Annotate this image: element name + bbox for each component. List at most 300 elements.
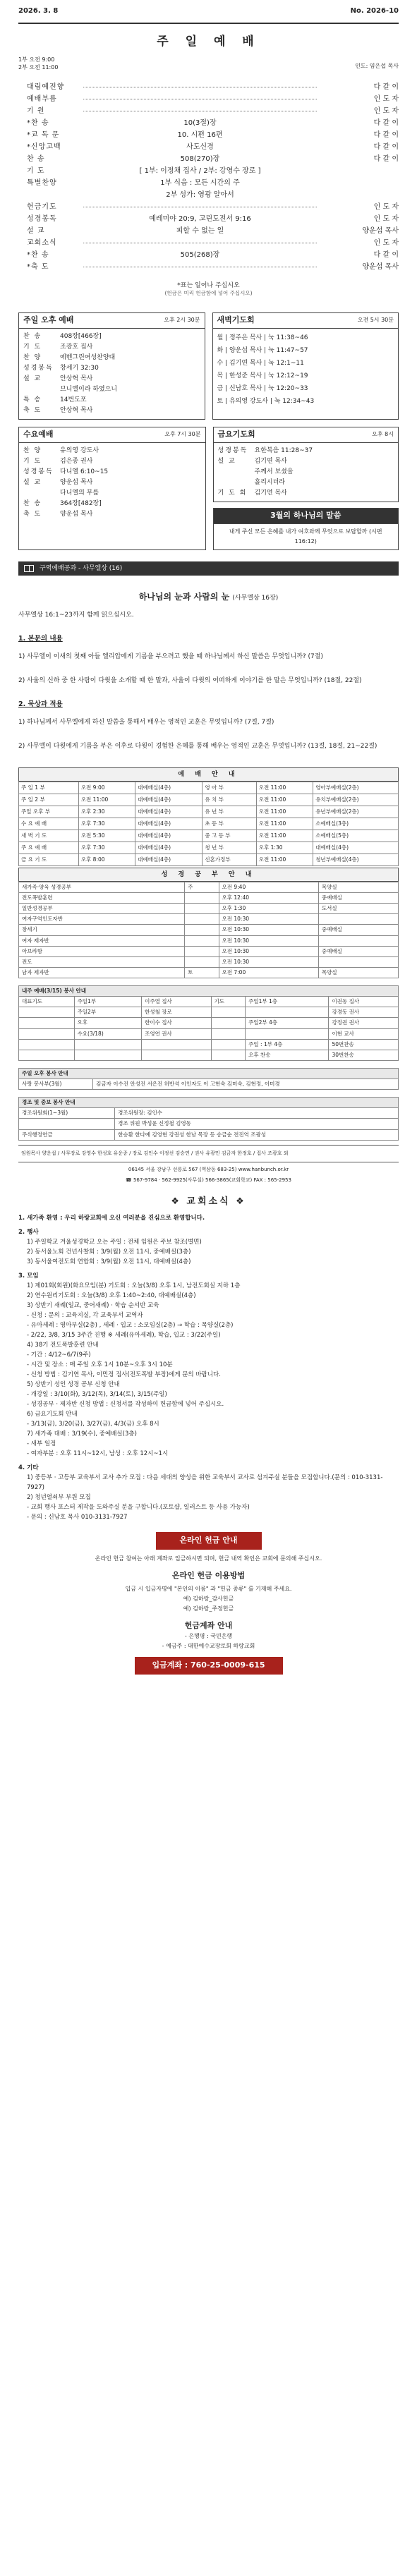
- table-cell: 주일 오후 부: [19, 806, 79, 818]
- table-cell: 영 아 부: [203, 782, 256, 794]
- table-row: [19, 904, 399, 914]
- table-cell: 오전 10:30: [219, 935, 318, 946]
- table-cell: 김금자 이수진 안성진 서은진 허반석 이인자도 이 고현숙 김미숙, 김현정, 이미경: [93, 1079, 399, 1090]
- presider: 인도: 임은섭 목사: [355, 62, 399, 69]
- order-item: *찬 송: [27, 119, 49, 127]
- table-cell: 대예배실(4층): [135, 818, 203, 830]
- news-heading: 4. 기타: [18, 1464, 39, 1472]
- bible-study-caption: 성 경 공 부 안 내: [18, 868, 399, 882]
- evening-row-label: 찬 양: [23, 354, 42, 362]
- friday-row: [218, 446, 394, 456]
- table-row: [19, 914, 399, 925]
- table-cell: 오전 11:00: [256, 830, 313, 842]
- table-cell: 이권동 집사: [329, 997, 399, 1007]
- table-cell: 초 등 부: [203, 818, 256, 830]
- devotion-question-4: 2) 사무엘이 다윗에게 기름을 부은 이후로 다윗이 경험한 은혜를 통해 배우는 영적인 교훈은 무엇입니까? (13절, 18절, 21~22절): [18, 742, 377, 750]
- table-cell: 유년부예배실(2층): [313, 806, 399, 818]
- table-cell: 영아부예배실(2층): [313, 782, 399, 794]
- order-item: 대림예전향: [27, 83, 65, 91]
- table-cell: [142, 1050, 211, 1060]
- news-item: 7) 새가족 대배 : 3/19(수), 중예배실(3층): [27, 1430, 137, 1438]
- table-cell: 오전 10:30: [219, 956, 318, 967]
- wednesday-row-label: 설 교: [23, 478, 42, 486]
- table-cell: 경조위원장: 김인수: [115, 1108, 399, 1119]
- devotion-heading-1: 1. 본문의 내용: [18, 635, 63, 643]
- wednesday-row: [23, 456, 201, 467]
- standing-note: *표는 일어나 주십시오 (헌금은 미리 헌금함에 넣어 주십시오): [164, 281, 253, 297]
- order-item: *교 독 문: [27, 130, 60, 139]
- wednesday-row-label: 찬 송: [23, 499, 42, 507]
- news-item: - 신청 : 문의 : 교육지실, 각 교육부서 교역자: [27, 1312, 143, 1320]
- table-row: [19, 1050, 399, 1060]
- order-row: [27, 153, 399, 165]
- table-cell: 목양실: [318, 967, 398, 978]
- evening-row-value: 창세기 32:30: [60, 365, 99, 372]
- friday-row-value: 김기연 목사: [254, 489, 287, 497]
- evening-row-label: 성경봉독: [23, 365, 54, 372]
- evening-row: [23, 406, 200, 416]
- wednesday-service-rows: [19, 443, 205, 523]
- table-row: [19, 1108, 399, 1119]
- table-row: [19, 1079, 399, 1090]
- order-leader: 다 같 이: [373, 130, 399, 139]
- account-number: 입금계좌 : 760-25-0009-615: [135, 1657, 283, 1675]
- table-cell: [246, 1028, 329, 1039]
- friday-row-label: 설 교: [217, 457, 236, 465]
- wednesday-row-label: [23, 488, 60, 499]
- order-detail: 508(270)장: [180, 154, 220, 163]
- table-cell: 대예배실(4층): [313, 842, 399, 853]
- news-heading: 3. 모임: [18, 1272, 39, 1280]
- table-cell: 유 년 부: [203, 806, 256, 818]
- table-cell: 오후 7:30: [78, 818, 135, 830]
- evening-row-value: 14번도포: [60, 396, 87, 404]
- table-cell: [318, 914, 398, 925]
- order-item: 교회소식: [27, 238, 57, 247]
- table-cell: 토: [185, 967, 219, 978]
- table-cell: 이현 교사: [329, 1028, 399, 1039]
- order-detail: 10. 시편 16편: [177, 130, 223, 139]
- table-row: [19, 1039, 399, 1050]
- evening-row-value: 조광호 집사: [60, 344, 93, 351]
- table-cell: [142, 1039, 211, 1050]
- table-row: [19, 967, 399, 978]
- table-cell: 기도: [211, 997, 246, 1007]
- friday-row-value: 흘리시더라: [254, 478, 285, 486]
- order-row: [27, 261, 399, 273]
- dawn-prayer-row: 금 | 신남호 목사 | 눅 12:20~33: [217, 385, 308, 393]
- table-cell: [211, 1050, 246, 1060]
- table-cell: 목양실: [318, 882, 398, 892]
- order-row: [27, 225, 399, 237]
- account-holder: - 예금주 : 대한예수교장로회 하랑교회: [162, 1642, 255, 1649]
- evening-row-label: 찬 송: [23, 333, 42, 341]
- table-cell: 오후 1:30: [219, 904, 318, 914]
- online-offering-button[interactable]: 온라인 헌금 안내: [156, 1532, 262, 1550]
- table-cell: 소예배실(3층): [313, 818, 399, 830]
- table-cell: 오전 10:30: [219, 925, 318, 935]
- order-row: [27, 93, 399, 105]
- news-item: - 새부 일정: [27, 1440, 56, 1448]
- table-cell: 대예배실(4층): [135, 782, 203, 794]
- order-row: [27, 81, 399, 93]
- order-leader: 인 도 자: [373, 107, 399, 115]
- order-row: [27, 177, 399, 189]
- news-item: 1) 주일학교 겨울성경학교 오는 주일 : 전체 임원은 주보 참조(별면): [27, 1239, 202, 1246]
- order-leader: 다 같 이: [373, 142, 399, 151]
- news-item: - 2/22, 3/8, 3/15 3주간 진행 ※ 세례(유아세례), 학습, 입교 : 3/22(주일): [27, 1332, 221, 1339]
- order-leader: 다 같 이: [373, 83, 399, 91]
- dawn-prayer-row: 수 | 김기연 목사 | 눅 12:1~11: [217, 360, 304, 367]
- table-cell: [185, 914, 219, 925]
- table-cell: 오전 10:30: [219, 946, 318, 956]
- table-cell: 오전 11:00: [256, 806, 313, 818]
- online-example-2: 예) 김하랑_주정헌금: [183, 1605, 234, 1612]
- table-cell: 주: [185, 882, 219, 892]
- table-row: [19, 925, 399, 935]
- worship-order: [18, 81, 399, 273]
- news-item: 1) 중등부 · 고등부 교육부서 교사 추가 모집 : 다음 세대의 양성을 위한 교육부서 교사로 섬겨주실 분들을 모집합니다.(문의 : 010-3131-7927): [27, 1474, 383, 1492]
- table-row: [19, 782, 399, 794]
- table-cell: [185, 956, 219, 967]
- news-item: 3) 상반기 새례(일교, 중어새례) · 학습 순서반 교육: [27, 1302, 159, 1310]
- table-cell: 주일 : 1부 4층: [246, 1039, 329, 1050]
- table-cell: 창세기: [19, 925, 185, 935]
- friday-row-value: 주께서 보셨을: [254, 468, 294, 475]
- table-cell: 수요(3/18): [74, 1028, 142, 1039]
- care-volunteer-block: [18, 1097, 399, 1141]
- afternoon-volunteer-block: [18, 1068, 399, 1090]
- table-cell: [318, 956, 398, 967]
- news-item: - 기간 : 4/12~6/7(9주): [27, 1351, 91, 1359]
- table-cell: 오전 11:00: [256, 853, 313, 865]
- wednesday-row: [23, 467, 201, 478]
- issue-date: 2026. 3. 8: [18, 7, 59, 16]
- evening-row: [23, 332, 200, 342]
- service-boxes-row-2: [18, 427, 399, 550]
- bulletin-header: [18, 0, 399, 24]
- news-item: 2) 연수원리기도회 : 오늘(3/8) 오후 1:40~2:40, 대예배실(4층): [27, 1292, 196, 1300]
- evening-row-label: 특 송: [23, 396, 42, 404]
- table-cell: 오후 2:30: [78, 806, 135, 818]
- devotion-question-1: 1) 사무엘이 이새의 첫째 아들 엘리압에게 기름을 부으려고 했을 때 하나님께서 하신 말씀은 무엇입니까? (7절): [18, 652, 323, 660]
- table-cell: 중예배실: [318, 946, 398, 956]
- order-row: [27, 189, 399, 201]
- service-duty-block: [18, 985, 399, 1061]
- table-cell: 대예배실(4층): [135, 830, 203, 842]
- order-item: 성경봉독: [27, 214, 57, 223]
- friday-row: [218, 488, 394, 499]
- table-cell: [19, 1018, 75, 1028]
- news-item: - 유아세례 : 영아부실(2층) , 세례 · 입교 : 소모임실(2층) → 학습 : 목양실(2층): [27, 1322, 234, 1330]
- table-row: [19, 1028, 399, 1039]
- wednesday-row-value: 양운섭 목사: [60, 478, 93, 486]
- table-row: [19, 882, 399, 892]
- order-row: [27, 129, 399, 141]
- evening-row-label: [23, 384, 60, 395]
- table-cell: [185, 893, 219, 904]
- table-cell: 오전 10:30: [219, 914, 318, 925]
- table-cell: [246, 1007, 329, 1018]
- online-usage-title: 온라인 헌금 이용방법: [171, 1570, 246, 1580]
- staff-list: 임원목사 양운섭 / 사무장로 강영수 한성호 유운종 / 장로 김인수 이정선 김승연 / 권사 유광민 김금자 한정호 / 집사 조광호 외: [21, 1150, 289, 1156]
- order-leader: 인 도 자: [373, 214, 399, 223]
- wednesday-row: [23, 446, 201, 456]
- online-usage-desc: 입금 시 입금자명에 "본인의 이름" 과 "헌금 종류" 를 기재해 주세요.: [125, 1585, 292, 1592]
- table-cell: 청년부예배실(4층): [313, 853, 399, 865]
- table-cell: [19, 1028, 75, 1039]
- table-cell: 오전 11:00: [256, 818, 313, 830]
- order-detail: 피할 수 없는 일: [176, 226, 224, 235]
- table-cell: [185, 946, 219, 956]
- table-cell: 경조 위원 박성윤 신정철 김영동: [115, 1119, 399, 1129]
- table-cell: 오전 5:30: [78, 830, 135, 842]
- table-cell: [19, 1119, 115, 1129]
- table-cell: 대예배실(4층): [135, 806, 203, 818]
- table-cell: [211, 1018, 246, 1028]
- friday-row-label: 성경봉독: [217, 446, 248, 454]
- order-row: [27, 249, 399, 261]
- table-row: [19, 1119, 399, 1129]
- order-detail: 사도신경: [186, 142, 214, 151]
- table-cell: 청 년 부: [203, 842, 256, 853]
- table-cell: 경조위원회(1~3월): [19, 1108, 115, 1119]
- table-cell: 대예배실(4층): [135, 853, 203, 865]
- friday-prayer-rows: [214, 443, 399, 502]
- schedule-table: [18, 782, 399, 866]
- service-times: [18, 56, 399, 71]
- table-cell: 사랑 봉사부(3월): [19, 1079, 93, 1090]
- table-row: [19, 794, 399, 806]
- news-item: - 신청 방법 : 김기연 목사, 이민정 집사(전도폭발 부장)에게 문의 바랍니다.: [27, 1371, 221, 1379]
- news-item: 1) 제01회(회원)(화요모임(분) 기도회 : 오늘(3/8) 오후 1시, 남전도회실 지하 1층: [27, 1282, 241, 1290]
- afternoon-volunteer-table: 주일 오후 봉사 안내 사랑 봉사부(3월) 김금자 이수진 안성진 서은진 허반석 이인자도 이 고현숙 김미숙, 김현정, 이미경: [18, 1068, 399, 1090]
- friday-row-label: [218, 478, 255, 488]
- order-item: *찬 송: [27, 250, 49, 259]
- schedule-block: [18, 767, 399, 866]
- table-cell: [318, 935, 398, 946]
- wednesday-row-value: 다니엘 6:10~15: [60, 468, 109, 475]
- order-item: 기 도: [27, 166, 45, 175]
- devotion-question-3: 1) 하나님께서 사무엘에게 하신 말씀을 통해서 배우는 영적인 교훈은 무엇입니까? (7절, 7절): [18, 718, 274, 726]
- table-cell: 주식행정연금: [19, 1129, 115, 1140]
- news-heading: 1. 새가족 환영 : 우리 하랑교회에 오신 여러분을 진심으로 환영합니다.: [18, 1215, 205, 1222]
- evening-row-value: 안상혁 목사: [60, 375, 93, 383]
- table-row: [19, 956, 399, 967]
- table-row: [19, 806, 399, 818]
- wednesday-row-value: 364장[482장]: [60, 499, 102, 507]
- wednesday-service-box: 수요예배 오후 7시 30분 찬 양 유의영 강도사 기 도 김은종 권사 성경봉독 다니엘 6:10~15 설 교 양운섭 목사 다니엘의 무릎 찬 송 364장[482장] 축 도 양운섭 목사: [18, 427, 206, 550]
- order-row: [27, 237, 399, 249]
- table-cell: 주 요 예 배: [19, 842, 79, 853]
- table-cell: 한승환 한다예 김영현 강권성 한남 목장 등 송금순 전진역 조광성: [115, 1129, 399, 1140]
- order-detail: [ 1부: 이정채 집사 / 2부: 강영수 장로 ]: [139, 166, 261, 175]
- friday-row: [218, 478, 394, 488]
- dawn-prayer-row: 화 | 양운섭 목사 | 눅 11:47~57: [217, 347, 308, 355]
- evening-row: [23, 363, 200, 374]
- table-cell: 유 치 부: [203, 794, 256, 806]
- table-cell: 30번찬송: [329, 1050, 399, 1060]
- wednesday-row: [23, 499, 201, 509]
- page-title: 주 일 예 배: [157, 35, 260, 49]
- table-cell: 주일1부: [74, 997, 142, 1007]
- order-leader: 양운섭 목사: [362, 226, 399, 235]
- memory-verse-text: 내게 주신 모든 은혜를 내가 여호와께 무엇으로 보답할까 (시편 116:12): [229, 528, 382, 545]
- news-item: - 개강일 : 3/10(화), 3/12(목), 3/14(토), 3/15(주일): [27, 1391, 167, 1399]
- table-cell: 금 요 기 도: [19, 853, 79, 865]
- devotion-question-2: 2) 사울의 신하 중 한 사람이 다윗을 소개할 때 한 말과, 사울이 다윗의 어떠하게 이야기를 한 말은 무엇입니까? (18절, 22절): [18, 676, 362, 684]
- order-leader: 다 같 이: [373, 250, 399, 259]
- evening-row-value: 에벤그린여성찬양대: [60, 354, 116, 362]
- evening-row: [23, 342, 200, 353]
- devotion-reference: 사무엘상 16:1~23까지 함께 읽으십시오.: [18, 612, 134, 619]
- bible-study-block: [18, 868, 399, 978]
- table-cell: 강경동 권사: [329, 1007, 399, 1018]
- friday-row-value: 요한복음 11:28~37: [254, 446, 313, 454]
- wednesday-row: [23, 509, 201, 520]
- table-cell: [211, 1028, 246, 1039]
- news-item: 2) 청년열쇠부 부원 모집: [27, 1494, 91, 1502]
- table-cell: 전도: [19, 956, 185, 967]
- order-row: [27, 213, 399, 225]
- table-row: [19, 818, 399, 830]
- table-cell: 강정권 권사: [329, 1018, 399, 1028]
- news-item: - 교회 행사 포스터 제작을 도와주실 분을 구합니다.(포토샵, 일러스트 등 사용 가능자): [27, 1504, 250, 1512]
- news-item: 5) 상반기 성인 성경 공부 신청 안내: [27, 1381, 120, 1389]
- dawn-prayer-row: 월 | 정주은 목사 | 눅 11:38~46: [217, 334, 308, 342]
- order-detail: 2부 성가: 영광 알아서: [166, 190, 234, 199]
- table-cell: 오후 찬송: [246, 1050, 329, 1060]
- devotion-title: 하나님의 눈과 사람의 눈 (사무엘상 16장): [138, 591, 279, 602]
- table-cell: 오전 9:00: [78, 782, 135, 794]
- evening-row: [23, 384, 200, 395]
- friday-row-label: 기 도 회: [217, 489, 248, 497]
- table-cell: [185, 904, 219, 914]
- table-cell: 소예배실(5층): [313, 830, 399, 842]
- table-cell: 중예배실: [318, 925, 398, 935]
- staff-block: [18, 1145, 399, 1162]
- table-cell: 오후 12:40: [219, 893, 318, 904]
- evening-row: [23, 395, 200, 406]
- table-cell: [211, 1007, 246, 1018]
- order-leader: 인 도 자: [373, 238, 399, 247]
- news-item: 3) 동서울여전도회 연합회 : 3/9(월) 오전 11시, 대예배실(4층): [27, 1258, 191, 1266]
- news-item: - 여자부분 : 오후 11시~12시, 남성 : 오후 12시~1시: [27, 1450, 169, 1458]
- news-item: - 시간 및 장소 : 매 주일 오후 1시 10분~오후 3시 10분: [27, 1361, 173, 1369]
- service-time-2: 2부 오전 11:00: [18, 63, 59, 71]
- order-item: *축 도: [27, 262, 49, 271]
- table-cell: 오전 9:40: [219, 882, 318, 892]
- table-cell: 주 일 1 부: [19, 782, 79, 794]
- evening-row-label: 기 도: [23, 344, 42, 351]
- wednesday-row-value: 양운섭 목사: [60, 510, 93, 518]
- table-row: [19, 1129, 399, 1140]
- table-cell: 일반성경공부: [19, 904, 185, 914]
- table-row: [19, 1018, 399, 1028]
- order-item: 헌금기도: [27, 202, 57, 211]
- online-offering-desc: 온라인 헌금 참여는 아래 계좌로 입금하시면 되며, 헌금 내역 확인은 교회에 문의해 주십시오.: [95, 1555, 322, 1562]
- wednesday-row-label: 찬 양: [23, 446, 42, 454]
- afternoon-service-box: 주일 오후 예배 오후 2시 30분 찬 송 408장[466장] 기 도 조광호 집사 찬 양 에벤그린여성찬양대 성경봉독 창세기 32:30 설 교 안상혁 목사 브니엘이라 하였으니 특 송 14번도포 축 도 안상혁 목사: [18, 312, 205, 420]
- table-cell: 새 벽 기 도: [19, 830, 79, 842]
- table-cell: 중 고 등 부: [203, 830, 256, 842]
- friday-row-label: [218, 467, 255, 478]
- friday-prayer-box: 금요기도회 오후 8시 성경봉독 요한복음 11:28~37 설 교 김기연 목사 주께서 보셨을 흘리시더라 기 도 회 김기연 목사: [213, 427, 399, 502]
- table-cell: 도서실: [318, 904, 398, 914]
- table-cell: [19, 1007, 75, 1018]
- table-row: [19, 853, 399, 865]
- table-cell: 이주열 집사: [142, 997, 211, 1007]
- table-cell: 대예배실(4층): [135, 842, 203, 853]
- afternoon-service-rows: [19, 329, 205, 419]
- table-row: [19, 830, 399, 842]
- table-cell: 전도폭발훈련: [19, 893, 185, 904]
- table-cell: 남자 제자반: [19, 967, 185, 978]
- order-item: 찬 송: [27, 154, 45, 163]
- table-row: [19, 997, 399, 1007]
- table-cell: 주 일 2 부: [19, 794, 79, 806]
- order-detail: 505(268)장: [180, 250, 220, 259]
- table-row: [19, 893, 399, 904]
- news-heading: 2. 행사: [18, 1229, 39, 1237]
- order-row: [27, 117, 399, 129]
- dawn-prayer-rows: [213, 329, 399, 411]
- table-cell: 주일1부 1층: [246, 997, 329, 1007]
- order-item: *신앙고백: [27, 142, 61, 151]
- evening-row-value: 408장[466장]: [60, 333, 102, 341]
- friday-row: [218, 456, 394, 467]
- table-cell: 대표기도: [19, 997, 75, 1007]
- table-cell: [19, 1050, 75, 1060]
- church-phones: ☎ 567-9784 · 562-9925(사무실) 566-3865(교회학교) FAX : 565-2953: [126, 1177, 291, 1184]
- service-duty-table: 내주 예배(3/15) 봉사 안내 대표기도 주일1부 이주열 집사 기도 주일1부 1층 이권동 집사 주일2부 한성철 장로 강경동 권사 오후 한이수 집사 주일2부 4층 강정권 권사 수요(3/18) 조영연 권사 이현 교사 주일 : 1부 4층 50번찬송 오후 찬송 30번찬송: [18, 985, 399, 1061]
- table-cell: 수 요 예 배: [19, 818, 79, 830]
- order-row: [27, 105, 399, 117]
- table-cell: 오전 11:00: [256, 782, 313, 794]
- order-leader: 인 도 자: [373, 202, 399, 211]
- table-cell: 오전 11:00: [256, 794, 313, 806]
- order-row: [27, 201, 399, 213]
- care-volunteer-table: 경조 및 중보 봉사 안내 경조위원회(1~3월) 경조위원장: 김인수 경조 위원 박성윤 신정철 김영동 주식행정연금 한승환 한다예 김영현 강권성 한남 목장 등 송금순 전진역 조광성: [18, 1097, 399, 1141]
- order-leader: 양운섭 목사: [362, 262, 399, 271]
- friday-row-value: 김기연 목사: [254, 457, 287, 465]
- wednesday-row: [23, 478, 201, 488]
- table-row: [19, 1007, 399, 1018]
- order-leader: 인 도 자: [373, 95, 399, 103]
- table-cell: [74, 1050, 142, 1060]
- order-item: 기 원: [27, 107, 45, 115]
- table-cell: 오후 7:30: [78, 842, 135, 853]
- issue-number: No. 2026-10: [350, 7, 399, 16]
- news-item: - 성경공부 · 제자반 신청 방법 : 신청서를 작성하여 헌금함에 넣어 주십시오.: [27, 1401, 224, 1409]
- table-cell: 오전 7:00: [219, 967, 318, 978]
- news-item: 6) 금요기도회 안내: [27, 1411, 78, 1418]
- order-detail: 10(3절)장: [183, 119, 217, 127]
- table-cell: [185, 935, 219, 946]
- news-list: [18, 1213, 399, 1522]
- table-cell: 주일2부 4층: [246, 1018, 329, 1028]
- table-row: [19, 842, 399, 853]
- evening-row: [23, 374, 200, 384]
- table-cell: 한성철 장로: [142, 1007, 211, 1018]
- evening-row-value: 브니엘이라 하였으니: [60, 386, 118, 394]
- table-cell: [185, 925, 219, 935]
- table-cell: 주일2부: [74, 1007, 142, 1018]
- table-cell: 여자구역인도자반: [19, 914, 185, 925]
- news-item: 4) 38기 전도폭발훈련 안내: [27, 1342, 99, 1349]
- wednesday-row: [23, 488, 201, 499]
- dawn-prayer-row: 토 | 유의영 강도사 | 눅 12:34~43: [217, 398, 315, 406]
